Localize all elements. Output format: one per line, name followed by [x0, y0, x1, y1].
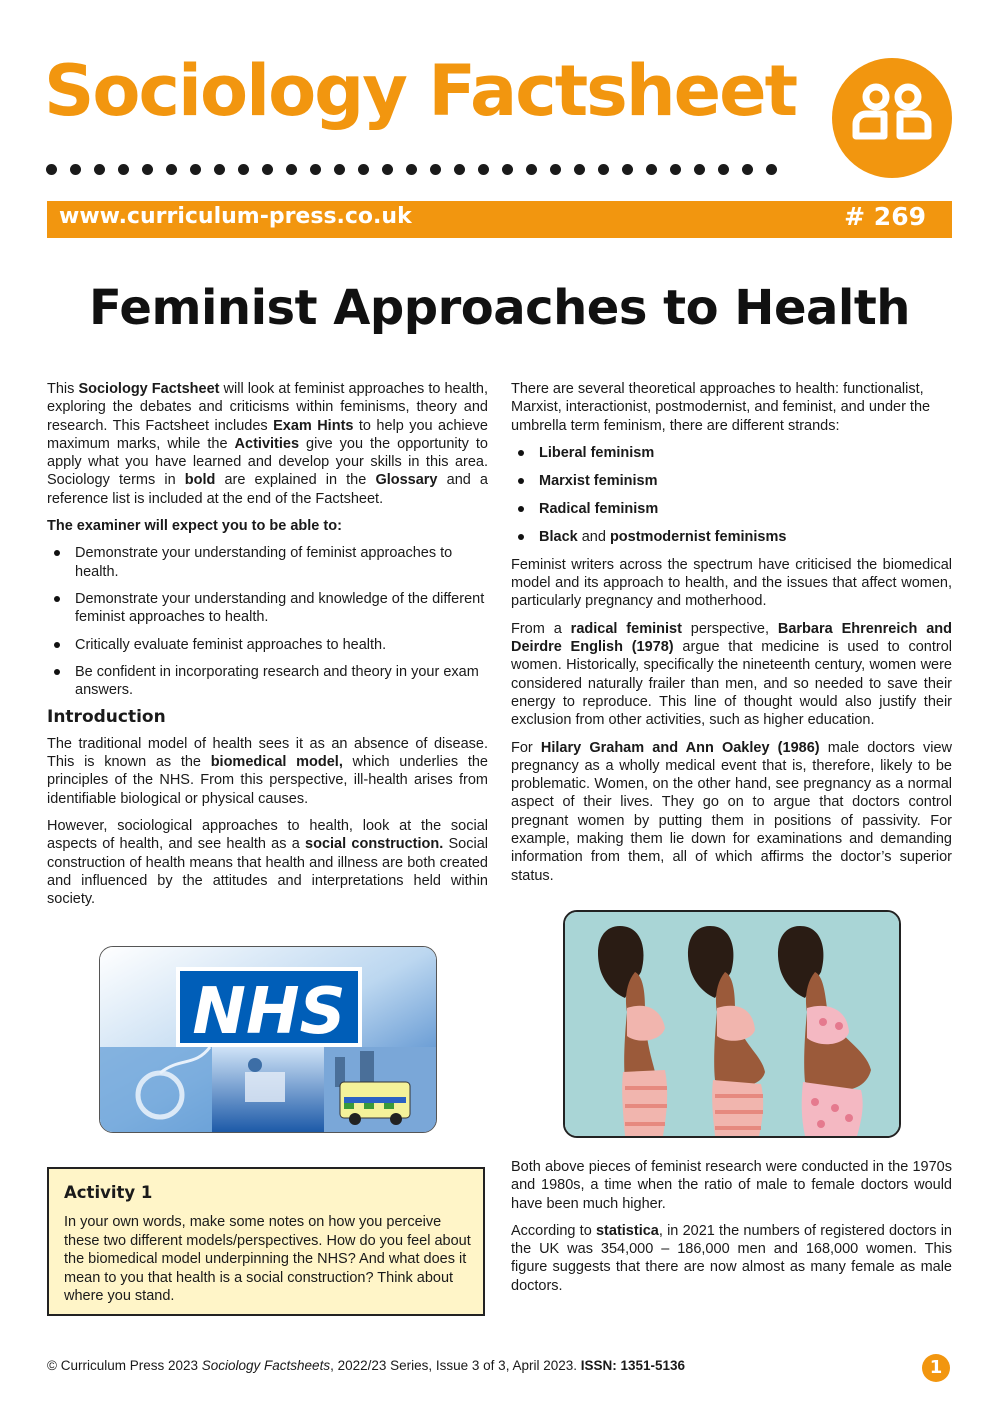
nhs-logo-text: NHS [192, 975, 346, 1049]
nhs-image [99, 946, 437, 1133]
divider-dot [334, 164, 345, 175]
list-item: Demonstrate your understanding of feminist approaches to health. [47, 544, 488, 581]
list-item: Be confident in incorporating research and theory in your exam answers. [47, 663, 488, 700]
divider-dot [694, 164, 705, 175]
intro-paragraph: This Sociology Factsheet will look at feminist approaches to health, exploring the debates and criticisms within feminisms, theory and research. This Factsheet includes Exam Hints to help you achieve maximum marks, while the Activities give you the opportunity to apply what you have learned and develop your skills in this area. Sociology terms in bold are explained in the Glossary and a reference list is included at the end of the Factsheet. [47, 381, 489, 507]
divider-dot [70, 164, 81, 175]
divider-dot [358, 164, 369, 175]
social-construction-paragraph: However, sociological approaches to health, look at the social aspects of health, and see health as a social construction. Social construction of health means that health and illness are both created and influenced by the attitudes and interpretations held within society. [47, 817, 488, 908]
divider-dot [190, 164, 201, 175]
issue-number: # 269 [844, 202, 926, 231]
list-item: Demonstrate your understanding and knowledge of the different feminist approaches to health. [47, 590, 488, 627]
divider-dot [238, 164, 249, 175]
list-item: Black and postmodernist feminisms [511, 528, 952, 546]
expect-heading: The examiner will expect you to be able to: [47, 518, 342, 535]
divider-dot [166, 164, 177, 175]
two-people-icon [832, 58, 952, 178]
statistics-paragraph: According to statistica, in 2021 the numbers of registered doctors in the UK was 354,000 – 186,000 men and 168,000 women. This figure suggests that there are now almost as many female as male doctors. [511, 1222, 952, 1294]
divider-dot [526, 164, 537, 175]
page-title: Feminist Approaches to Health [89, 280, 910, 336]
divider-dot [646, 164, 657, 175]
divider-dot [118, 164, 129, 175]
divider-dot [478, 164, 489, 175]
research-era-paragraph: Both above pieces of feminist research were conducted in the 1970s and 1980s, a time when the ratio of male to female doctors would have been much higher. [511, 1159, 952, 1212]
activity-title: Activity 1 [64, 1183, 153, 1202]
dotted-divider [46, 164, 786, 180]
divider-dot [430, 164, 441, 175]
divider-dot [310, 164, 321, 175]
graham-oakley-paragraph: For Hilary Graham and Ann Oakley (1986) male doctors view pregnancy as a wholly medical event that is, therefore, likely to be problematic. Women, on the other hand, see pregnancy as a normal aspect of their lives. They go on to argue that doctors control pregnant women by putting them in positions of passivity. For example, making them lie down for examinations and demanding information from them, all of which affirms the doctor’s superior status. [511, 739, 952, 884]
divider-dot [454, 164, 465, 175]
website-url[interactable]: www.curriculum-press.co.uk [59, 204, 412, 229]
divider-dot [382, 164, 393, 175]
activity-text: In your own words, make some notes on how you perceive these two different models/perspectives. How do you feel about the biomedical model underpinning the NHS? And what does it mean to you that health is a social construction? Think about where you stand. [64, 1214, 471, 1304]
divider-dot [286, 164, 297, 175]
right-column [511, 380, 952, 894]
pregnancy-illustration [563, 910, 901, 1138]
divider-dot [718, 164, 729, 175]
section-heading-introduction: Introduction [47, 707, 166, 728]
list-item: Liberal feminism [511, 444, 952, 462]
divider-dot [502, 164, 513, 175]
radical-feminist-paragraph: From a radical feminist perspective, Barbara Ehrenreich and Deirdre English (1978) argue that medicine is used to control women. Historically, specifically the nineteenth century, women were considered naturally frailer than men, and so needed to save their energy to reproduce. This line of thought would also justify their exclusion from other activities, such as higher education. [511, 620, 953, 729]
divider-dot [94, 164, 105, 175]
divider-dot [214, 164, 225, 175]
left-column [47, 380, 488, 917]
divider-dot [670, 164, 681, 175]
footer-copyright: © Curriculum Press 2023 Sociology Factsheets, 2022/23 Series, Issue 3 of 3, April 2023. ISSN: 1351-5136 [47, 1358, 686, 1373]
biomedical-paragraph: The traditional model of health sees it as an absence of disease. This is known as the biomedical model, which underlies the principles of the NHS. From this perspective, ill-health arises from identifiable biological or physical causes. [47, 735, 488, 807]
divider-dot [598, 164, 609, 175]
strands-list [511, 444, 952, 546]
divider-dot [142, 164, 153, 175]
divider-dot [406, 164, 417, 175]
divider-dot [262, 164, 273, 175]
divider-dot [622, 164, 633, 175]
list-item: Radical feminism [511, 500, 952, 518]
divider-dot [550, 164, 561, 175]
page-number: 1 [922, 1354, 950, 1382]
list-item: Marxist feminism [511, 472, 952, 490]
activity-box [47, 1167, 485, 1316]
divider-dot [766, 164, 777, 175]
header-bar [47, 201, 952, 238]
divider-dot [742, 164, 753, 175]
criticism-paragraph: Feminist writers across the spectrum have criticised the biomedical model and its approach to health, and the issues that affect women, particularly pregnancy and motherhood. [511, 556, 952, 610]
right-column-lower [511, 1158, 952, 1304]
approaches-paragraph: There are several theoretical approaches to health: functionalist, Marxist, interactionist, postmodernist, and feminist, and under the umbrella term feminism, there are different strands: [511, 381, 931, 434]
brand-title: Sociology Factsheet [44, 50, 797, 132]
list-item: Critically evaluate feminist approaches to health. [47, 636, 488, 654]
divider-dot [574, 164, 585, 175]
expectations-list [47, 544, 488, 699]
divider-dot [46, 164, 57, 175]
